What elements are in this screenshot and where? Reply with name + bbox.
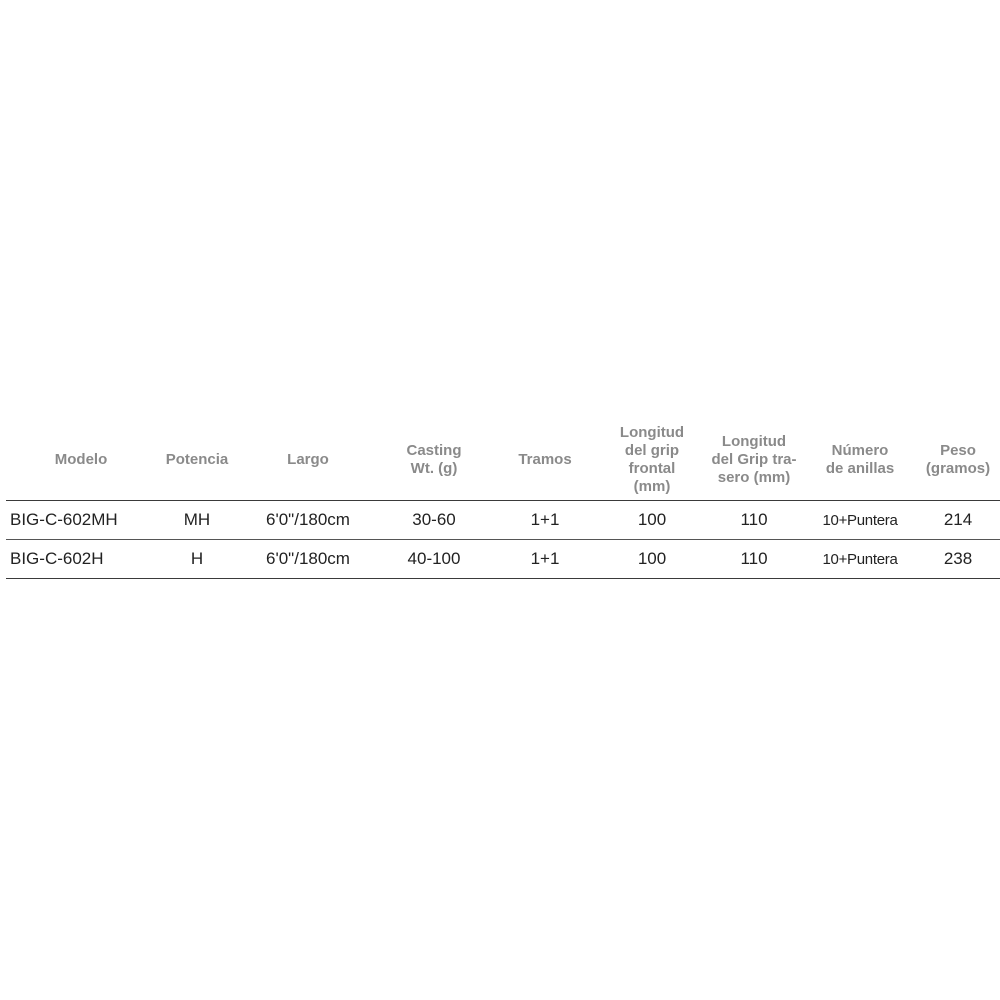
table-row [6, 540, 1000, 579]
header-numero-anillas: Número de anillas [825, 442, 895, 477]
cell-casting-wt: 30-60 [412, 510, 456, 529]
cell-peso: 238 [943, 549, 973, 568]
cell-anillas: 10+Puntera [822, 550, 898, 568]
header-modelo: Modelo [54, 451, 108, 468]
cell-grip-frontal: 100 [637, 510, 667, 529]
header-tramos: Tramos [518, 451, 572, 468]
cell-grip-frontal: 100 [637, 549, 667, 568]
header-longitud-grip-frontal: Longitud del grip frontal (mm) [619, 424, 685, 495]
cell-peso: 214 [943, 510, 973, 529]
spec-table [6, 420, 1000, 579]
header-row [6, 420, 1000, 501]
cell-anillas: 10+Puntera [822, 511, 898, 529]
cell-largo: 6'0"/180cm [266, 549, 350, 568]
cell-tramos: 1+1 [530, 510, 560, 529]
cell-potencia: MH [183, 510, 211, 529]
table-row [6, 501, 1000, 540]
cell-potencia: H [190, 549, 204, 568]
cell-tramos: 1+1 [530, 549, 560, 568]
cell-modelo: BIG-C-602MH [10, 510, 118, 529]
cell-largo: 6'0"/180cm [266, 510, 350, 529]
cell-grip-trasero: 110 [740, 549, 768, 568]
cell-casting-wt: 40-100 [407, 549, 461, 568]
header-casting-wt: Casting Wt. (g) [406, 442, 462, 477]
header-largo: Largo [287, 451, 329, 468]
cell-modelo: BIG-C-602H [10, 549, 104, 568]
header-longitud-grip-trasero: Longitud del Grip tra- sero (mm) [711, 433, 797, 486]
header-peso: Peso (gramos) [925, 442, 991, 477]
cell-grip-trasero: 110 [740, 510, 768, 529]
header-potencia: Potencia [165, 451, 229, 468]
